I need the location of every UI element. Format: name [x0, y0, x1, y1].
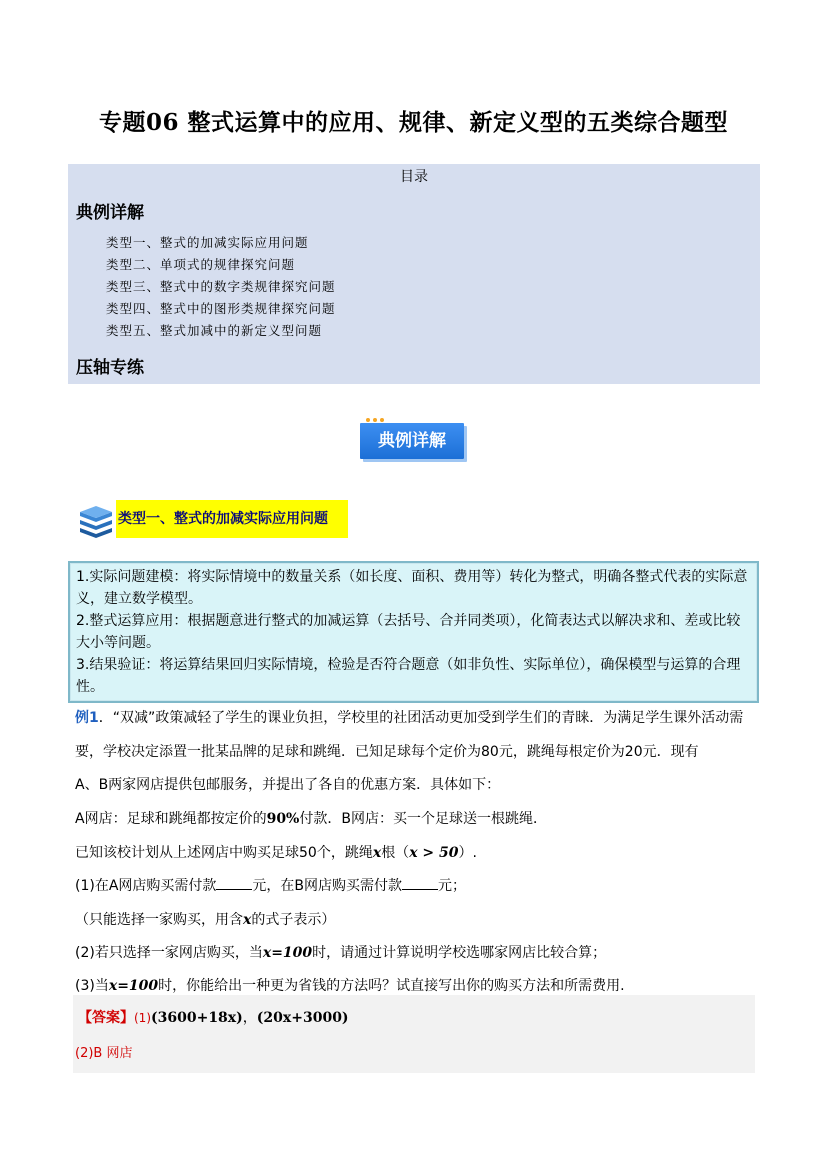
plan-text: 已知该校计划从上述网店中购买足球50个，跳绳 [75, 845, 373, 861]
offer-b-text: 付款．B网店：买一个足球送一根跳绳． [299, 811, 547, 827]
q3-text-b: 时，你能给出一种更为省钱的方法吗？试直接写出你的购买方法和所需费用. [158, 978, 625, 994]
answer-expr-b: (20x+3000) [256, 1010, 349, 1026]
answer-line-1 [78, 1007, 758, 1029]
key-points-box [68, 561, 759, 703]
toc-item-type2[interactable]: 类型二、单项式的规律探究问题 [106, 257, 296, 272]
answer-blank-a[interactable] [216, 875, 252, 890]
key-point-2: 2.整式运算应用：根据题意进行整式的加减运算（去括号、合并同类项），化简表达式以解决求和、差或比较大小等问题。 [76, 613, 741, 651]
example-line-stores: A、B两家网店提供包邮服务，并提出了各自的优惠方案．具体如下： [75, 777, 501, 793]
q2-text-b: 时，请通过计算说明学校选哪家网店比较合算； [312, 945, 607, 961]
toc-item-type1[interactable]: 类型一、整式的加减实际应用问题 [106, 235, 309, 250]
table-of-contents [68, 164, 760, 384]
condition-expr: x > 50 [409, 845, 459, 861]
q1-text-c: 元； [438, 878, 467, 894]
plan-text-2: 根（ [381, 845, 410, 861]
q1-text-a: (1)在A网店购买需付款 [75, 878, 217, 894]
example-label: 例1 [75, 710, 99, 726]
question-1 [75, 875, 755, 897]
q1-note-text-b: 的式子表示） [251, 912, 336, 928]
toc-section-practice[interactable]: 压轴专练 [76, 358, 144, 378]
toc-section-examples[interactable]: 典例详解 [76, 203, 144, 223]
toc-heading: 目录 [400, 169, 428, 185]
answer-1-prefix: (1) [134, 1011, 151, 1025]
toc-item-type5[interactable]: 类型五、整式加减中的新定义型问题 [106, 323, 323, 338]
toc-item-type3[interactable]: 类型三、整式中的数字类规律探究问题 [106, 279, 336, 294]
question-3 [75, 975, 755, 997]
key-point-3: 3.结果验证：将运算结果回归实际情境，检验是否符合题意（如非负性、实际单位），确保模型与运算的合理性。 [76, 657, 741, 695]
example-intro [75, 701, 755, 769]
answer-expr-a: (3600+18x) [151, 1010, 243, 1026]
q3-condition: x=100 [108, 978, 159, 994]
type-heading: 类型一、整式的加减实际应用问题 [116, 500, 348, 538]
q3-text-a: (3)当 [75, 978, 109, 994]
variable-x: x [243, 912, 252, 928]
page-title: 专题06 整式运算中的应用、规律、新定义型的五类综合题型 [98, 109, 728, 136]
plan-text-3: ）. [458, 845, 477, 861]
variable-x: x [372, 845, 382, 861]
answer-separator: ， [242, 1010, 257, 1026]
question-2 [75, 942, 755, 964]
key-point-1: 1.实际问题建模：将实际情境中的数量关系（如长度、面积、费用等）转化为整式，明确各整式代表的实际意义，建立数学模型。 [76, 569, 748, 607]
q2-text-a: (2)若只选择一家网店购买，当 [75, 945, 263, 961]
offer-a-text: A网店：足球和跳绳都按定价的 [75, 811, 267, 827]
example-intro-text: ．“双减”政策减轻了学生的课业负担，学校里的社团活动更加受到学生们的青睐．为满足学生课外活动需要，学校决定添置一批某品牌的足球和跳绳．已知足球每个定价为80元，跳绳每根定价为20元．现有 [75, 710, 744, 760]
answer-line-2: (2)B 网店 [75, 1046, 133, 1061]
answer-blank-b[interactable] [402, 875, 438, 890]
stacked-books-icon [76, 502, 116, 538]
q1-note-text-a: （只能选择一家购买，用含 [75, 912, 243, 928]
q2-condition: x=100 [262, 945, 313, 961]
question-1-note [75, 909, 755, 931]
q1-text-b: 元，在B网店购买需付款 [252, 878, 403, 894]
section-banner: 典例详解 [360, 423, 464, 459]
toc-item-type4[interactable]: 类型四、整式中的图形类规律探究问题 [106, 301, 336, 316]
answer-label: 【答案】 [78, 1010, 134, 1026]
discount-value: 90% [266, 811, 300, 827]
example-line-offers [75, 808, 755, 830]
example-line-plan [75, 842, 755, 864]
